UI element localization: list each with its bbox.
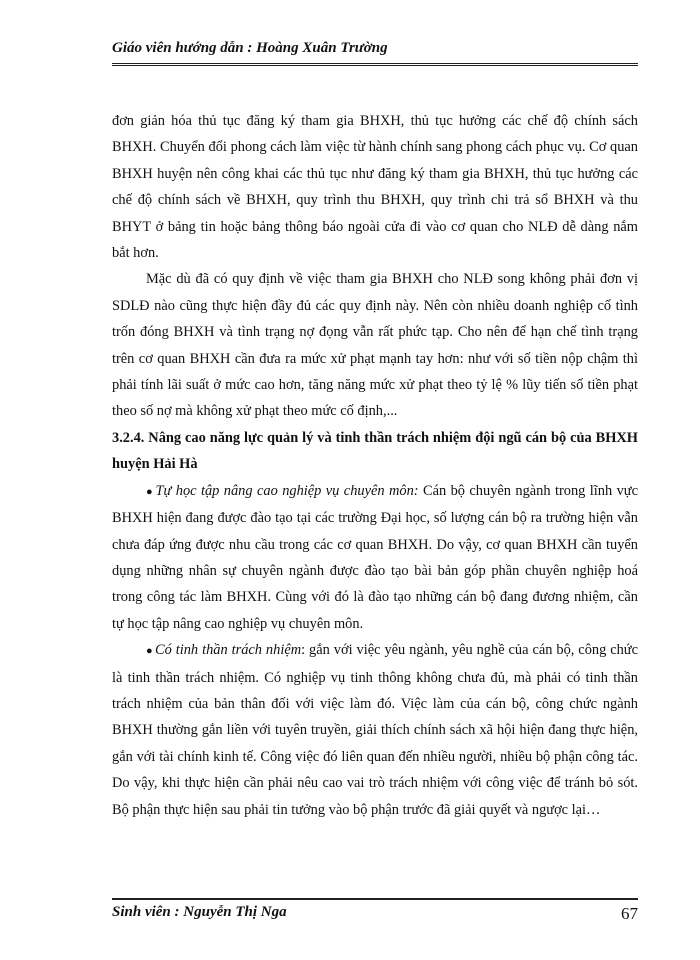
- bullet-1-lead: Tự học tập nâng cao nghiệp vụ chuyên môn:: [155, 482, 419, 499]
- paragraph-2: Mặc dù đã có quy định về việc tham gia BHXH cho NLĐ song không phải đơn vị SDLĐ nào cũng thực hiện đầy đủ các quy định này. Nên còn nhiều doanh nghiệp cố tình trốn đóng BHXH và tình trạng nợ đọng vẫn rất phức tạp. Cho nên để hạn chế tình trạng trên cơ quan BHXH cần đưa ra mức xử phạt mạnh tay hơn: như với số tiền nộp chậm thì phải tính lãi suất ở mức cao hơn, tăng năng mức xử phạt theo tỷ lệ % lũy tiến số tiền phạt theo số nợ mà không xử phạt theo mức cố định,...: [112, 271, 638, 420]
- bullet-item-1: [112, 478, 638, 637]
- bullet-icon: ●: [146, 485, 154, 498]
- bullet-2-lead: Có tinh thần trách nhiệm: [155, 642, 302, 659]
- bullet-icon: ●: [146, 645, 153, 658]
- document-body: [112, 108, 638, 823]
- page-header: [112, 40, 638, 66]
- page-number: 67: [621, 904, 638, 923]
- bullet-item-2: [112, 637, 638, 823]
- instructor-name: Giáo viên hướng dẫn : Hoàng Xuân Trường: [112, 40, 388, 56]
- section-heading: 3.2.4. Nâng cao năng lực quản lý và tinh thần trách nhiệm đội ngũ cán bộ của BHXH huyện Hải Hà: [112, 429, 638, 473]
- bullet-1-text: Cán bộ chuyên ngành trong lĩnh vực BHXH hiện đang được đào tạo tại các trường Đại học, số lượng cán bộ ra trường hiện vẫn chưa đáp ứng được nhu cầu trong các cơ quan BHXH. Do vậy, cơ quan BHXH cần tuyển dụng những nhân sự chuyên ngành được đào tạo bài bản góp phần chuyên nghiệp hoá trong công tác làm BHXH. Cùng với đó là đào tạo những cán bộ đang đương nhiệm, cần tự học tập nâng cao nghiệp vụ chuyên môn.: [112, 482, 638, 632]
- paragraph-1: đơn giản hóa thủ tục đăng ký tham gia BHXH, thủ tục hưởng các chế độ chính sách BHXH. Chuyển đổi phong cách làm việc từ hành chính sang phong cách phục vụ. Cơ quan BHXH huyện nên công khai các thủ tục như đăng ký tham gia BHXH, thủ tục hưởng các chế độ chính sách về BHXH, quy trình thu BHXH, quy trình chi trả sổ BHXH và thu BHYT ở bảng tin hoặc bảng thông báo ngoài cửa đi vào cơ quan cho NLĐ dễ dàng nắm bắt hơn.: [112, 113, 638, 262]
- student-name: Sinh viên : Nguyễn Thị Nga: [112, 904, 287, 920]
- page-footer: [112, 898, 638, 924]
- bullet-2-text: : gắn với việc yêu ngành, yêu nghề của cán bộ, công chức là tinh thần trách nhiệm. Có nghiệp vụ tinh thông không chưa đủ, mà phải có tinh thần trách nhiệm của bản thân đối với việc làm đó. Việc làm của cán bộ, công chức ngành BHXH thường gắn liền với tuyên truyền, giải thích chính sách xã hội hiện đang thực hiện, gắn với tài chính kinh tế. Công việc đó liên quan đến nhiều người, nhiều bộ phận công tác. Do vậy, khi thực hiện cần phải nêu cao vai trò trách nhiệm với công việc để tránh bỏ sót. Bộ phận thực hiện sau phải tin tưởng vào bộ phận trước đã giải quyết và ngược lại…: [112, 642, 638, 818]
